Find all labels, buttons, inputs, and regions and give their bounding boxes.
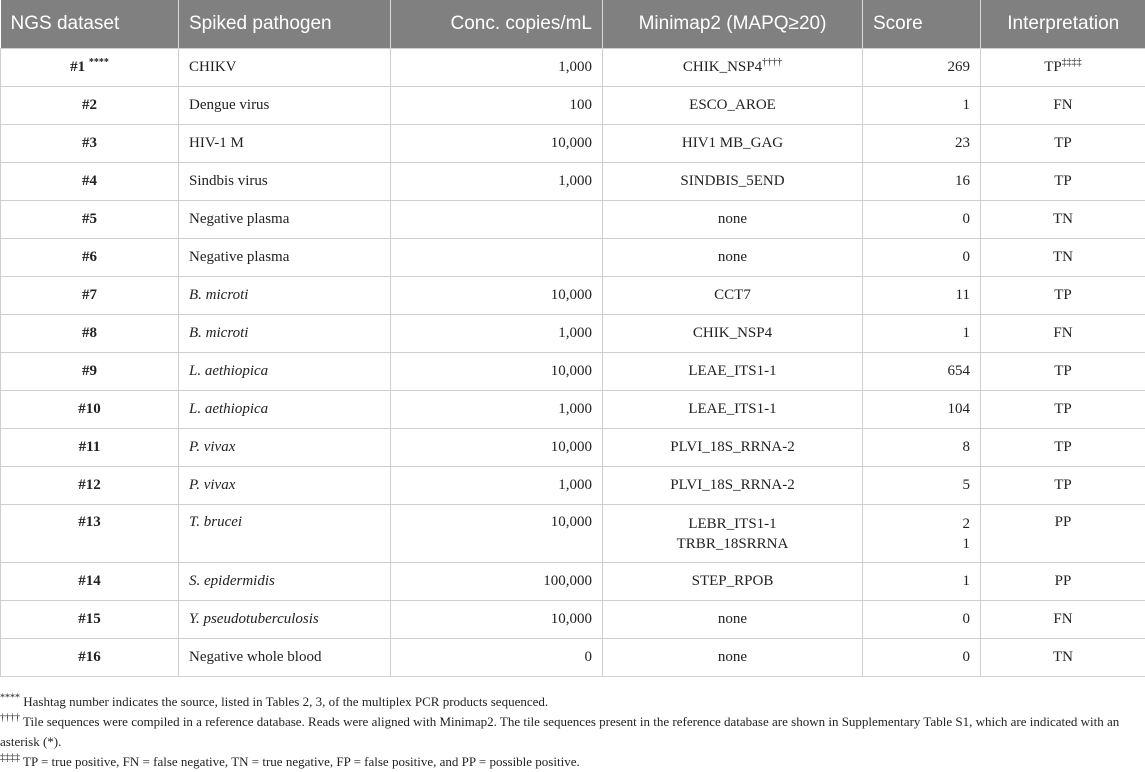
cell-interpretation: TP <box>981 163 1145 201</box>
cell-score: 16 <box>863 163 981 201</box>
cell-pathogen: CHIKV <box>179 49 391 87</box>
cell-concentration: 1,000 <box>391 49 603 87</box>
cell-dataset: #10 <box>1 391 179 429</box>
cell-dataset: #3 <box>1 125 179 163</box>
cell-score: 0 <box>863 601 981 639</box>
cell-score: 23 <box>863 125 981 163</box>
cell-minimap2: CHIK_NSP4 <box>603 315 863 353</box>
cell-minimap2: none <box>603 601 863 639</box>
cell-pathogen: L. aethiopica <box>179 353 391 391</box>
table-row <box>1 87 1145 125</box>
cell-dataset: #1 **** <box>1 49 179 87</box>
cell-minimap2: ESCO_AROE <box>603 87 863 125</box>
cell-score: 104 <box>863 391 981 429</box>
table-footnotes <box>0 692 1140 772</box>
cell-concentration: 10,000 <box>391 353 603 391</box>
cell-score: 8 <box>863 429 981 467</box>
cell-pathogen: HIV-1 M <box>179 125 391 163</box>
cell-concentration <box>391 201 603 239</box>
header-row <box>1 0 1145 49</box>
table-row <box>1 315 1145 353</box>
cell-dataset: #13 <box>1 505 179 563</box>
cell-dataset: #9 <box>1 353 179 391</box>
cell-minimap2: none <box>603 239 863 277</box>
cell-interpretation: TN <box>981 239 1145 277</box>
cell-concentration: 100,000 <box>391 563 603 601</box>
cell-interpretation: TP <box>981 429 1145 467</box>
table-row <box>1 601 1145 639</box>
cell-interpretation: TN <box>981 201 1145 239</box>
cell-minimap2: SINDBIS_5END <box>603 163 863 201</box>
cell-score: 1 <box>863 563 981 601</box>
cell-interpretation: TP <box>981 391 1145 429</box>
cell-minimap2: CHIK_NSP4†††† <box>603 49 863 87</box>
cell-interpretation: TP‡‡‡‡ <box>981 49 1145 87</box>
cell-score: 0 <box>863 201 981 239</box>
cell-dataset: #2 <box>1 87 179 125</box>
cell-score: 1 <box>863 315 981 353</box>
cell-minimap2: LEAE_ITS1-1 <box>603 353 863 391</box>
cell-minimap2: PLVI_18S_RRNA-2 <box>603 467 863 505</box>
cell-minimap2: HIV1 MB_GAG <box>603 125 863 163</box>
cell-dataset: #16 <box>1 639 179 677</box>
cell-dataset: #14 <box>1 563 179 601</box>
cell-interpretation: PP <box>981 505 1145 563</box>
table-row <box>1 277 1145 315</box>
table-row <box>1 563 1145 601</box>
cell-minimap2: STEP_RPOB <box>603 563 863 601</box>
cell-pathogen: P. vivax <box>179 467 391 505</box>
table-row <box>1 353 1145 391</box>
cell-concentration: 100 <box>391 87 603 125</box>
cell-interpretation: FN <box>981 87 1145 125</box>
cell-concentration: 0 <box>391 639 603 677</box>
table-row <box>1 467 1145 505</box>
cell-concentration: 10,000 <box>391 277 603 315</box>
cell-pathogen: Dengue virus <box>179 87 391 125</box>
cell-score: 0 <box>863 239 981 277</box>
table-row <box>1 429 1145 467</box>
cell-pathogen: T. brucei <box>179 505 391 563</box>
cell-interpretation: TN <box>981 639 1145 677</box>
table-row <box>1 639 1145 677</box>
cell-dataset: #4 <box>1 163 179 201</box>
cell-interpretation: PP <box>981 563 1145 601</box>
cell-dataset: #7 <box>1 277 179 315</box>
cell-score: 269 <box>863 49 981 87</box>
cell-pathogen: B. microti <box>179 315 391 353</box>
cell-interpretation: TP <box>981 353 1145 391</box>
cell-pathogen: L. aethiopica <box>179 391 391 429</box>
header-ngs-dataset: NGS dataset <box>1 0 179 49</box>
cell-pathogen: Negative plasma <box>179 201 391 239</box>
cell-pathogen: Y. pseudotuberculosis <box>179 601 391 639</box>
cell-dataset: #12 <box>1 467 179 505</box>
cell-pathogen: Sindbis virus <box>179 163 391 201</box>
table-row <box>1 391 1145 429</box>
cell-score: 5 <box>863 467 981 505</box>
footnote-source: **** Hashtag number indicates the source, listed in Tables 2, 3, of the multiplex PCR products sequenced. <box>0 692 1140 712</box>
table-row <box>1 125 1145 163</box>
table-row <box>1 163 1145 201</box>
cell-concentration: 1,000 <box>391 315 603 353</box>
table-row <box>1 49 1145 87</box>
footnote-tile-sequences: †††† Tile sequences were compiled in a reference database. Reads were aligned with Minimap2. The tile sequences present in the reference database are shown in Supplementary Table S1, which are indicated with an asterisk (*). <box>0 712 1140 752</box>
cell-concentration: 1,000 <box>391 163 603 201</box>
cell-dataset: #5 <box>1 201 179 239</box>
cell-interpretation: TP <box>981 467 1145 505</box>
header-minimap2: Minimap2 (MAPQ≥20) <box>603 0 863 49</box>
cell-pathogen: S. epidermidis <box>179 563 391 601</box>
footnote-abbreviations: ‡‡‡‡ TP = true positive, FN = false negative, TN = true negative, FP = false positive, and PP = possible positive. <box>0 752 1140 772</box>
cell-concentration: 1,000 <box>391 391 603 429</box>
table-row <box>1 239 1145 277</box>
cell-interpretation: TP <box>981 125 1145 163</box>
cell-minimap2: none <box>603 639 863 677</box>
cell-dataset: #11 <box>1 429 179 467</box>
cell-minimap2: none <box>603 201 863 239</box>
table-row <box>1 505 1145 563</box>
cell-concentration: 1,000 <box>391 467 603 505</box>
cell-minimap2: PLVI_18S_RRNA-2 <box>603 429 863 467</box>
cell-pathogen: Negative plasma <box>179 239 391 277</box>
cell-concentration: 10,000 <box>391 429 603 467</box>
header-score: Score <box>863 0 981 49</box>
cell-score: 2 1 <box>863 505 981 563</box>
cell-concentration: 10,000 <box>391 505 603 563</box>
cell-interpretation: FN <box>981 601 1145 639</box>
cell-concentration: 10,000 <box>391 125 603 163</box>
cell-score: 1 <box>863 87 981 125</box>
cell-concentration: 10,000 <box>391 601 603 639</box>
cell-minimap2: LEAE_ITS1-1 <box>603 391 863 429</box>
header-spiked-pathogen: Spiked pathogen <box>179 0 391 49</box>
cell-concentration <box>391 239 603 277</box>
cell-dataset: #6 <box>1 239 179 277</box>
header-interpretation: Interpretation <box>981 0 1145 49</box>
cell-pathogen: P. vivax <box>179 429 391 467</box>
cell-minimap2: LEBR_ITS1-1 TRBR_18SRRNA <box>603 505 863 563</box>
cell-interpretation: TP <box>981 277 1145 315</box>
cell-score: 0 <box>863 639 981 677</box>
cell-score: 654 <box>863 353 981 391</box>
cell-minimap2: CCT7 <box>603 277 863 315</box>
header-concentration: Conc. copies/mL <box>391 0 603 49</box>
cell-dataset: #15 <box>1 601 179 639</box>
cell-pathogen: Negative whole blood <box>179 639 391 677</box>
cell-score: 11 <box>863 277 981 315</box>
cell-interpretation: FN <box>981 315 1145 353</box>
cell-pathogen: B. microti <box>179 277 391 315</box>
table-row <box>1 201 1145 239</box>
cell-dataset: #8 <box>1 315 179 353</box>
